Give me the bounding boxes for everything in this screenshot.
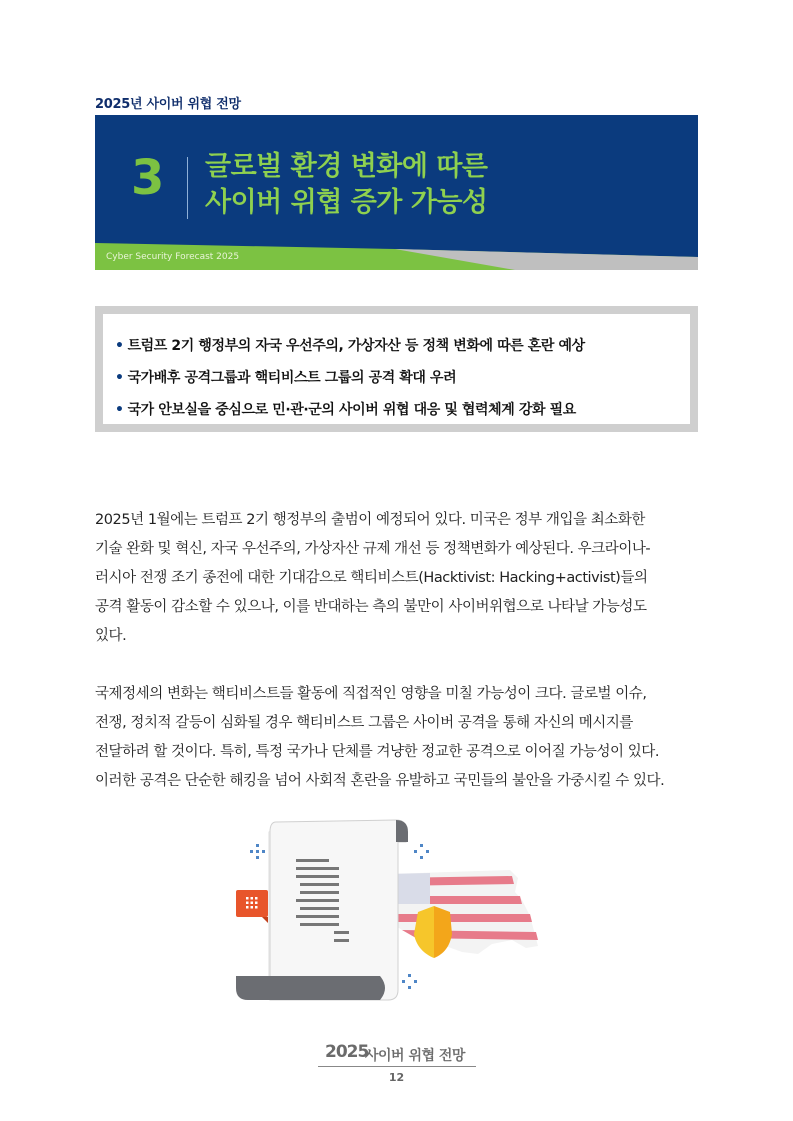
- summary-item-text: 국가 안보실을 중심으로 민·관·군의 사이버 위협 대응 및 협력체계 강화 필요: [127, 402, 576, 418]
- footer-logo: [320, 1042, 473, 1066]
- alert-badge-icon: [236, 890, 268, 923]
- chapter-title: [205, 149, 488, 221]
- paragraph-line: 공격 활동이 감소할 수 있으나, 이를 반대하는 측의 불만이 사이버위협으로 나타날 가능성도: [95, 599, 647, 615]
- footer-logo-year: 2025: [325, 1042, 369, 1062]
- summary-item-text: 국가배후 공격그룹과 핵티비스트 그룹의 공격 확대 우려: [127, 370, 457, 386]
- bullet-icon: •: [115, 370, 124, 386]
- chapter-banner: [95, 115, 698, 270]
- footer-logo-title: 사이버 위협 전망: [365, 1048, 465, 1064]
- paragraph-line: 국제정세의 변화는 핵티비스트들 활동에 직접적인 영향을 미칠 가능성이 크다. 글로벌 이슈,: [95, 686, 647, 702]
- summary-item: [115, 394, 585, 426]
- summary-item: [115, 362, 585, 394]
- page-number: 12: [388, 1071, 405, 1084]
- summary-item: [115, 330, 585, 362]
- chapter-number: 3: [131, 150, 165, 206]
- body-paragraph-2: [95, 680, 698, 796]
- banner-caption: Cyber Security Forecast 2025: [106, 252, 240, 262]
- paragraph-line: 기술 완화 및 혁신, 자국 우선주의, 가상자산 규제 개선 등 정책변화가 예상된다. 우크라이나-: [95, 541, 651, 557]
- us-flag-map-icon: [386, 870, 538, 954]
- body-paragraph-1: [95, 506, 698, 651]
- summary-item-text: 트럼프 2기 행정부의 자국 우선주의, 가상자산 등 정책 변화에 따른 혼란 예상: [127, 338, 585, 354]
- chapter-divider: [187, 157, 188, 219]
- summary-inner: [103, 314, 690, 424]
- bullet-icon: •: [115, 338, 124, 354]
- paragraph-line: 러시아 전쟁 조기 종전에 대한 기대감으로 핵티비스트(Hacktivist: Hacking+activist)들의: [95, 570, 648, 586]
- bullet-icon: •: [115, 402, 124, 418]
- chapter-title-line1: 글로벌 환경 변화에 따른: [205, 151, 488, 182]
- summary-list: [115, 330, 585, 426]
- paragraph-line: 이러한 공격은 단순한 해킹을 넘어 사회적 혼란을 유발하고 국민들의 불안을 가중시킬 수 있다.: [95, 773, 665, 789]
- summary-box: [95, 306, 698, 432]
- policy-illustration: [230, 812, 550, 1007]
- paragraph-line: 2025년 1월에는 트럼프 2기 행정부의 출범이 예정되어 있다. 미국은 정부 개입을 최소화한: [95, 512, 645, 528]
- running-header-title: 2025년 사이버 위협 전망: [95, 97, 241, 112]
- footer-divider: [318, 1066, 476, 1067]
- chapter-title-line2: 사이버 위협 증가 가능성: [205, 187, 488, 218]
- paragraph-line: 전쟁, 정치적 갈등이 심화될 경우 핵티비스트 그룹은 사이버 공격을 통해 자신의 메시지를: [95, 715, 633, 731]
- shield-icon: [414, 906, 452, 958]
- paragraph-line: 있다.: [95, 628, 127, 644]
- paragraph-line: 전달하려 할 것이다. 특히, 특정 국가나 단체를 겨냥한 정교한 공격으로 이어질 가능성이 있다.: [95, 744, 659, 760]
